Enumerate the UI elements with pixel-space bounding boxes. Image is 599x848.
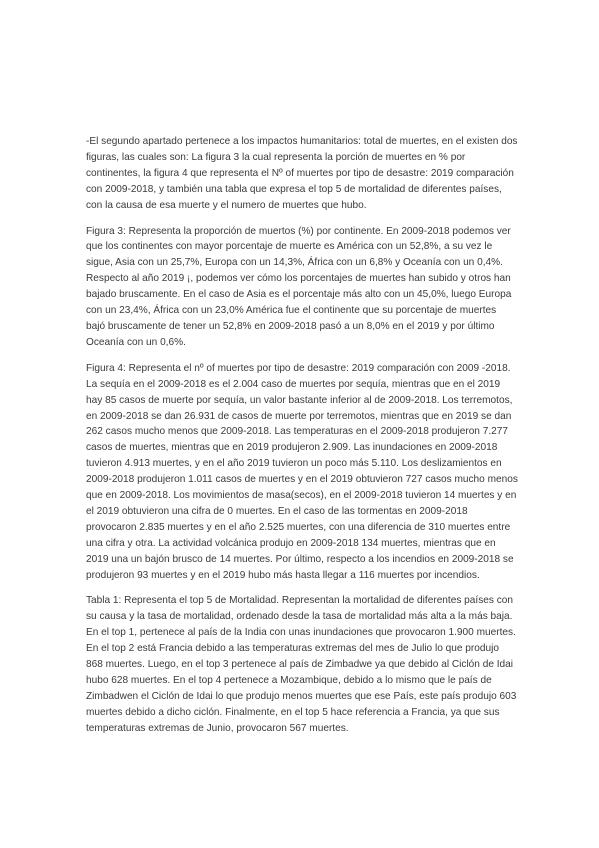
paragraph-table-1: Tabla 1: Representa el top 5 de Mortalidad. Representan la mortalidad de diferentes países con su causa y la tasa de mortalidad, ordenado desde la tasa de mortalidad más alta a la más baja. En el top 1, pertenece al país de la India con unas inundaciones que provocaron 1.900 muertes. En el top 2 está Francia debido a las temperaturas extremas del mes de Julio lo que produjo 868 muertes. Luego, en el top 3 pertenece al país de Zimbadwe ya que debido al Ciclón de Idai hubo 628 muertes. En el top 4 pertenece a Mozambique, debido a lo mismo que le país de Zimbadwen el Ciclón de Idai lo que produjo menos muertes que ese País, este país produjo 603 muertes debido a dicho ciclón. Finalmente, en el top 5 hace referencia a Francia, ya que sus temperaturas extremas de Junio, provocaron 567 muertes. <box>86 595 517 734</box>
paragraph-humanitarian-impacts: -El segundo apartado pertenece a los impactos humanitarios: total de muertes, en el existen dos figuras, las cuales son: La figura 3 la cual representa la porción de muertes en % por continentes, la figura 4 que representa el Nº of muertes por tipo de desastre: 2019 comparación con 2009-2018, y también una tabla que expresa el top 5 de mortalidad de diferentes países, con la causa de esa muerte y el numero de muertes que hubo. <box>86 136 518 211</box>
paragraph-figure-4: Figura 4: Representa el nº of muertes por tipo de desastre: 2019 comparación con 2009 -2018. La sequía en el 2009-2018 es el 2.004 caso de muertes por sequía, mientras que en el 2019 hay 85 casos de muerte por sequía, un valor bastante inferior al de 2009-2018. Los terremotos, en 2009-2018 se dan 26.931 de casos de muerte por terremotos, mientras que en 2019 se dan 262 casos mucho menos que 2009-2018. Las temperaturas en el 2009-2018 produjeron 7.277 casos de muertes, mientras que en 2019 produjeron 2.909. Las inundaciones en 2009-2018 tuvieron 4.913 muertes, y en el año 2019 tuvieron un poco más 5.110. Los deslizamientos en 2009-2018 produjeron 1.011 casos de muertes y en el 2019 obtuvieron 727 casos mucho menos que en 2009-2018. Los movimientos de masa(secos), en el 2009-2018 tuvieron 14 muertes y en el 2019 obtuvieron una cifra de 0 muertes. En el caso de las tormentas en 2009-2018 provocaron 2.835 muertes y en el año 2.525 muertes, con una diferencia de 310 muertes entre una cifra y otra. La actividad volcánica produjo en 2009-2018 134 muertes, mientras que en 2019 una un bajón brusco de 14 muertes. Por último, respecto a los incendios en 2009-2018 se produjeron 93 muertes y en el 2019 hubo más hasta llegar a 116 muertes por incendios. <box>86 362 518 581</box>
document-body <box>86 134 518 747</box>
paragraph-figure-3: Figura 3: Representa la proporción de muertos (%) por continente. En 2009-2018 podemos ver que los continentes con mayor porcentaje de muerte es América con un 52,8%, a su vez le sigue, Asia con un 25,7%, Europa con un 14,3%, África con un 6,8% y Oceanía con un 0,4%. Respecto al año 2019 ¡, podemos ver cómo los porcentajes de muertes han subido y otros han bajado bruscamente. En el caso de Asia es el porcentaje más alto con un 45,0%, luego Europa con un 23,4%, África con un 23,0% América fue el continente que su porcentaje de muertes bajó bruscamente de tener un 52,8% en 2009-2018 pasó a un 8,0% en el 2019 y por último Oceanía con un 0,6%. <box>86 225 512 348</box>
